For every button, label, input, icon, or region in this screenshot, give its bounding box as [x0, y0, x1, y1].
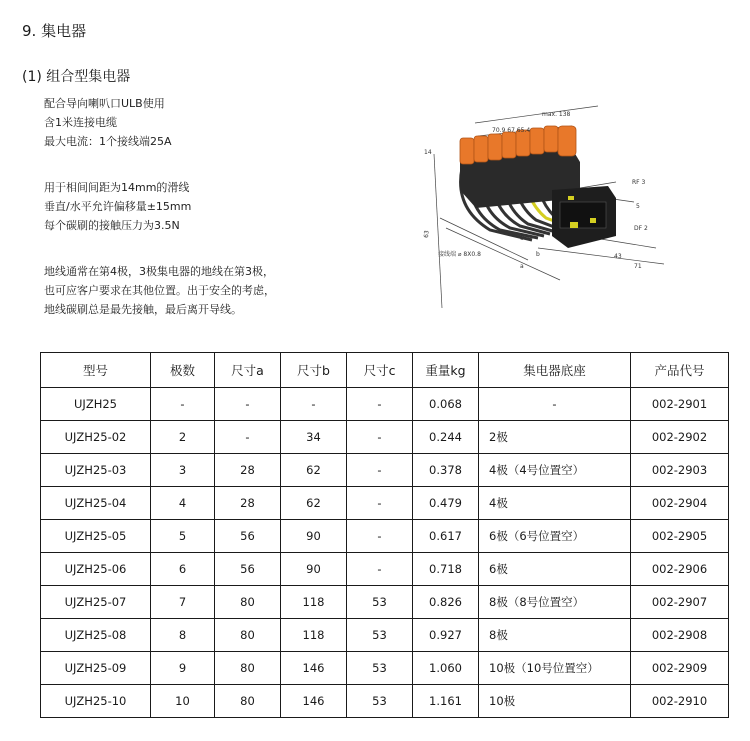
spec-line: 地线通常在第4极，3极集电器的地线在第3极，: [44, 265, 274, 278]
model-cell: UJZH25: [41, 388, 151, 421]
weight-cell: 0.244: [413, 421, 479, 454]
dim-a-cell: 28: [215, 487, 281, 520]
dim-b-cell: 90: [281, 520, 347, 553]
table-row: [41, 388, 729, 421]
weight-cell: 1.060: [413, 652, 479, 685]
poles-cell: -: [151, 388, 215, 421]
poles-cell: 3: [151, 454, 215, 487]
model-header: 型号: [41, 353, 151, 388]
dim-label: a: [520, 263, 524, 270]
weight-cell: 0.378: [413, 454, 479, 487]
table-row: [41, 586, 729, 619]
dim-b-cell: -: [281, 388, 347, 421]
base-cell: 8极（8号位置空）: [479, 586, 631, 619]
description-ground: [44, 262, 275, 319]
product-code-cell: 002-2903: [631, 454, 729, 487]
dim-b-cell: 118: [281, 586, 347, 619]
product-code-cell: 002-2901: [631, 388, 729, 421]
poles-cell: 8: [151, 619, 215, 652]
dim-c-header: 尺寸c: [347, 353, 413, 388]
dim-label: 14: [424, 149, 432, 156]
dim-b-header: 尺寸b: [281, 353, 347, 388]
dim-label: 43: [614, 253, 622, 260]
collector-drawing: [420, 98, 690, 323]
dim-label: RF 3: [632, 179, 646, 186]
base-cell: 8极: [479, 619, 631, 652]
poles-cell: 2: [151, 421, 215, 454]
model-cell: UJZH25-04: [41, 487, 151, 520]
dim-label: 63: [423, 230, 431, 239]
weight-cell: 0.068: [413, 388, 479, 421]
table-row: [41, 619, 729, 652]
product-code-cell: 002-2907: [631, 586, 729, 619]
dim-label: 5: [636, 203, 640, 210]
table-row: [41, 454, 729, 487]
table-row: [41, 685, 729, 718]
description-tolerances: [44, 178, 191, 235]
dim-a-cell: 56: [215, 553, 281, 586]
dim-c-cell: 53: [347, 586, 413, 619]
dim-c-cell: -: [347, 454, 413, 487]
spec-line: 每个碳刷的接触压力为3.5N: [44, 219, 180, 232]
dim-b-cell: 62: [281, 487, 347, 520]
dim-c-cell: -: [347, 520, 413, 553]
product-code-cell: 002-2905: [631, 520, 729, 553]
base-cell: 2极: [479, 421, 631, 454]
poles-cell: 6: [151, 553, 215, 586]
table-body: [41, 388, 729, 718]
weight-cell: 0.718: [413, 553, 479, 586]
product-code-cell: 002-2910: [631, 685, 729, 718]
section-title: 9. 集电器: [22, 22, 87, 40]
dim-a-cell: 80: [215, 619, 281, 652]
dim-b-cell: 146: [281, 652, 347, 685]
dim-b-cell: 90: [281, 553, 347, 586]
spec-line: 用于相间间距为14mm的滑线: [44, 181, 190, 194]
dim-a-cell: 80: [215, 586, 281, 619]
dim-label: DF 2: [634, 225, 648, 232]
dim-a-header: 尺寸a: [215, 353, 281, 388]
base-cell: 4极（4号位置空）: [479, 454, 631, 487]
spec-line: 配合导向喇叭口ULB使用: [44, 97, 165, 110]
product-code-cell: 002-2908: [631, 619, 729, 652]
base-cell: 4极: [479, 487, 631, 520]
poles-header: 极数: [151, 353, 215, 388]
spec-line: 最大电流：1个接线端25A: [44, 135, 172, 148]
dim-c-cell: 53: [347, 685, 413, 718]
product-code-cell: 002-2904: [631, 487, 729, 520]
poles-cell: 5: [151, 520, 215, 553]
product-code-cell: 002-2909: [631, 652, 729, 685]
table-row: [41, 487, 729, 520]
dim-b-cell: 146: [281, 685, 347, 718]
dim-label: 70.9 67 65.4: [492, 127, 531, 134]
dim-a-cell: 80: [215, 685, 281, 718]
dim-c-cell: -: [347, 421, 413, 454]
weight-cell: 1.161: [413, 685, 479, 718]
poles-cell: 7: [151, 586, 215, 619]
dim-label: 71: [634, 263, 642, 270]
dim-a-cell: -: [215, 421, 281, 454]
model-cell: UJZH25-03: [41, 454, 151, 487]
dim-a-cell: -: [215, 388, 281, 421]
table-row: [41, 421, 729, 454]
model-cell: UJZH25-06: [41, 553, 151, 586]
description-specs: [44, 94, 172, 151]
dim-c-cell: -: [347, 553, 413, 586]
base-cell: 6极（6号位置空）: [479, 520, 631, 553]
base-cell: -: [479, 388, 631, 421]
spec-line: 地线碳刷总是最先接触，最后离开导线。: [44, 303, 242, 316]
dim-label: max. 138: [542, 111, 571, 118]
weight-cell: 0.617: [413, 520, 479, 553]
dim-c-cell: 53: [347, 619, 413, 652]
dim-a-cell: 28: [215, 454, 281, 487]
model-cell: UJZH25-08: [41, 619, 151, 652]
dim-b-cell: 34: [281, 421, 347, 454]
dim-label: 接线端 ⌀ 8X0.8: [438, 251, 481, 258]
table-row: [41, 520, 729, 553]
dim-c-cell: -: [347, 487, 413, 520]
spec-table: [40, 352, 729, 718]
dim-c-cell: -: [347, 388, 413, 421]
weight-header: 重量kg: [413, 353, 479, 388]
weight-cell: 0.927: [413, 619, 479, 652]
table-row: [41, 652, 729, 685]
model-cell: UJZH25-09: [41, 652, 151, 685]
dim-b-cell: 62: [281, 454, 347, 487]
spec-line: 也可应客户要求在其他位置。出于安全的考虑，: [44, 284, 275, 297]
weight-cell: 0.479: [413, 487, 479, 520]
poles-cell: 4: [151, 487, 215, 520]
model-cell: UJZH25-10: [41, 685, 151, 718]
product-code-header: 产品代号: [631, 353, 729, 388]
model-cell: UJZH25-05: [41, 520, 151, 553]
dim-a-cell: 80: [215, 652, 281, 685]
table-header-row: [41, 353, 729, 388]
base-header: 集电器底座: [479, 353, 631, 388]
poles-cell: 10: [151, 685, 215, 718]
dim-label: c: [520, 235, 524, 242]
dim-c-cell: 53: [347, 652, 413, 685]
dim-label: b: [536, 251, 540, 258]
dim-a-cell: 56: [215, 520, 281, 553]
weight-cell: 0.826: [413, 586, 479, 619]
base-cell: 10极: [479, 685, 631, 718]
product-code-cell: 002-2902: [631, 421, 729, 454]
poles-cell: 9: [151, 652, 215, 685]
subsection-title: (1) 组合型集电器: [22, 69, 131, 85]
product-code-cell: 002-2906: [631, 553, 729, 586]
spec-line: 含1米连接电缆: [44, 116, 117, 129]
spec-line: 垂直/水平允许偏移量±15mm: [44, 200, 192, 213]
model-cell: UJZH25-07: [41, 586, 151, 619]
table-row: [41, 553, 729, 586]
dim-b-cell: 118: [281, 619, 347, 652]
base-cell: 10极（10号位置空）: [479, 652, 631, 685]
model-cell: UJZH25-02: [41, 421, 151, 454]
base-cell: 6极: [479, 553, 631, 586]
